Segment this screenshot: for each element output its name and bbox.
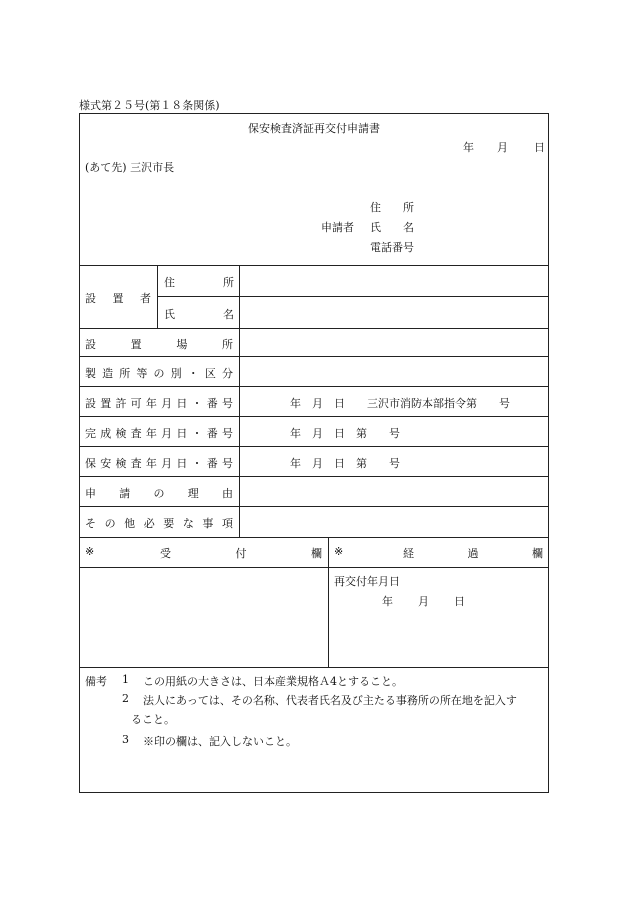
label-char: そ <box>85 517 96 530</box>
label-char: 安 <box>100 457 112 470</box>
applicant-label: 申請者 <box>321 221 354 234</box>
label-char: 番 <box>206 457 218 470</box>
installer-label <box>85 290 151 306</box>
label-char: 受 <box>160 547 171 560</box>
reception-mark: ※ <box>85 545 95 558</box>
label-char: 区 <box>204 367 216 380</box>
label-char: 理 <box>187 487 199 500</box>
label-char: 申 <box>85 487 96 500</box>
label-char: 分 <box>222 367 233 380</box>
permit-value[interactable]: 年 月 日 三沢市消防本部指令第 号 <box>290 397 510 410</box>
notes-heading: 備考 <box>85 675 107 688</box>
label-char: 項 <box>221 517 233 530</box>
label-char: 過 <box>467 547 479 560</box>
note-2-text: 法人にあっては、その名称、代表者氏名及び主たる事務所の所在地を記入す <box>143 694 517 707</box>
label-char: 日 <box>176 397 188 410</box>
safety-value[interactable]: 年 月 日 第 号 <box>290 457 400 470</box>
addressee: (あて先) 三沢市長 <box>85 161 175 174</box>
date-month: 月 <box>497 141 508 154</box>
label-char: 所 <box>119 367 131 380</box>
label-char: 月 <box>161 457 173 470</box>
label-char: 経 <box>403 547 414 560</box>
label-char: 月 <box>161 397 173 410</box>
label-char: 設 <box>85 338 96 351</box>
label-char: 設 <box>85 292 96 305</box>
label-char: 事 <box>202 517 214 530</box>
label-char: 設 <box>85 397 96 410</box>
row-label-permit <box>85 395 233 411</box>
label-char: 番 <box>206 427 218 440</box>
row-label-safety <box>85 455 233 471</box>
reissue-month: 月 <box>418 595 429 608</box>
label-char: 氏 <box>164 308 175 321</box>
label-char: 他 <box>124 517 136 530</box>
label-char: 年 <box>145 457 157 470</box>
label-char: 完 <box>85 427 96 440</box>
label-char: 欄 <box>311 547 322 560</box>
label-char: 査 <box>130 457 142 470</box>
label-char: 置 <box>100 397 112 410</box>
date-day: 日 <box>534 141 545 154</box>
label-char: ・ <box>191 427 203 440</box>
row-label-completion <box>85 425 233 441</box>
label-char: 造 <box>102 367 114 380</box>
label-char: 製 <box>85 367 96 380</box>
label-char: 要 <box>163 517 175 530</box>
installer-name-label <box>164 306 234 322</box>
applicant-address-label: 住 所 <box>370 201 414 214</box>
label-char: な <box>182 517 194 530</box>
progress-mark: ※ <box>334 545 344 558</box>
label-char: 置 <box>130 338 142 351</box>
label-char: 等 <box>136 367 148 380</box>
label-char: 日 <box>176 427 188 440</box>
applicant-phone-label: 電話番号 <box>370 241 414 254</box>
note-1-num: 1 <box>122 673 129 686</box>
label-char: ・ <box>191 397 203 410</box>
label-char: 欄 <box>532 547 543 560</box>
label-char: 可 <box>130 397 142 410</box>
label-char: 所 <box>223 276 234 289</box>
row-label-category <box>85 365 233 381</box>
row-label-other <box>85 515 233 531</box>
label-char: ・ <box>187 367 199 380</box>
form-number: 様式第２５号(第１８条関係) <box>79 99 220 112</box>
note-3-num: 3 <box>122 733 129 746</box>
note-2-num: 2 <box>122 692 129 705</box>
row-label-reason <box>85 485 233 501</box>
label-char: 者 <box>140 292 151 305</box>
label-char: 年 <box>145 427 157 440</box>
label-char: 場 <box>176 338 188 351</box>
note-2-cont: ること。 <box>131 713 175 726</box>
applicant-name-label: 氏 名 <box>370 221 414 234</box>
label-char: 号 <box>221 457 233 470</box>
label-char: 年 <box>145 397 157 410</box>
label-char: 請 <box>119 487 131 500</box>
label-char: 査 <box>130 427 142 440</box>
row-label-site <box>85 336 233 352</box>
label-char: 付 <box>235 547 247 560</box>
application-form-frame <box>79 113 549 793</box>
label-char: 検 <box>115 427 127 440</box>
label-char: 置 <box>112 292 124 305</box>
reissue-year: 年 <box>382 595 393 608</box>
label-char: 保 <box>85 457 96 470</box>
label-char: の <box>153 487 165 500</box>
form-title: 保安検査済証再交付申請書 <box>248 122 380 135</box>
label-char: の <box>153 367 165 380</box>
reissue-day: 日 <box>454 595 465 608</box>
label-char: 別 <box>170 367 182 380</box>
label-char: 号 <box>221 397 233 410</box>
label-char: 号 <box>221 427 233 440</box>
label-char: 日 <box>176 457 188 470</box>
note-3-text: ※印の欄は、記入しないこと。 <box>143 735 297 748</box>
label-char: の <box>104 517 116 530</box>
label-char: 名 <box>223 308 234 321</box>
label-char: 由 <box>222 487 233 500</box>
date-year: 年 <box>463 141 474 154</box>
label-char: 許 <box>115 397 127 410</box>
label-char: 成 <box>100 427 112 440</box>
completion-value[interactable]: 年 月 日 第 号 <box>290 427 400 440</box>
note-1-text: この用紙の大きさは、日本産業規格Ａ4とすること。 <box>143 675 403 688</box>
reissue-date-label: 再交付年月日 <box>334 575 400 588</box>
progress-label <box>403 545 543 561</box>
label-char: ・ <box>191 457 203 470</box>
label-char: 必 <box>143 517 155 530</box>
label-char: 検 <box>115 457 127 470</box>
label-char: 月 <box>161 427 173 440</box>
reception-label <box>160 545 322 561</box>
label-char: 住 <box>164 276 175 289</box>
label-char: 所 <box>221 338 233 351</box>
installer-address-label <box>164 274 234 290</box>
label-char: 番 <box>206 397 218 410</box>
